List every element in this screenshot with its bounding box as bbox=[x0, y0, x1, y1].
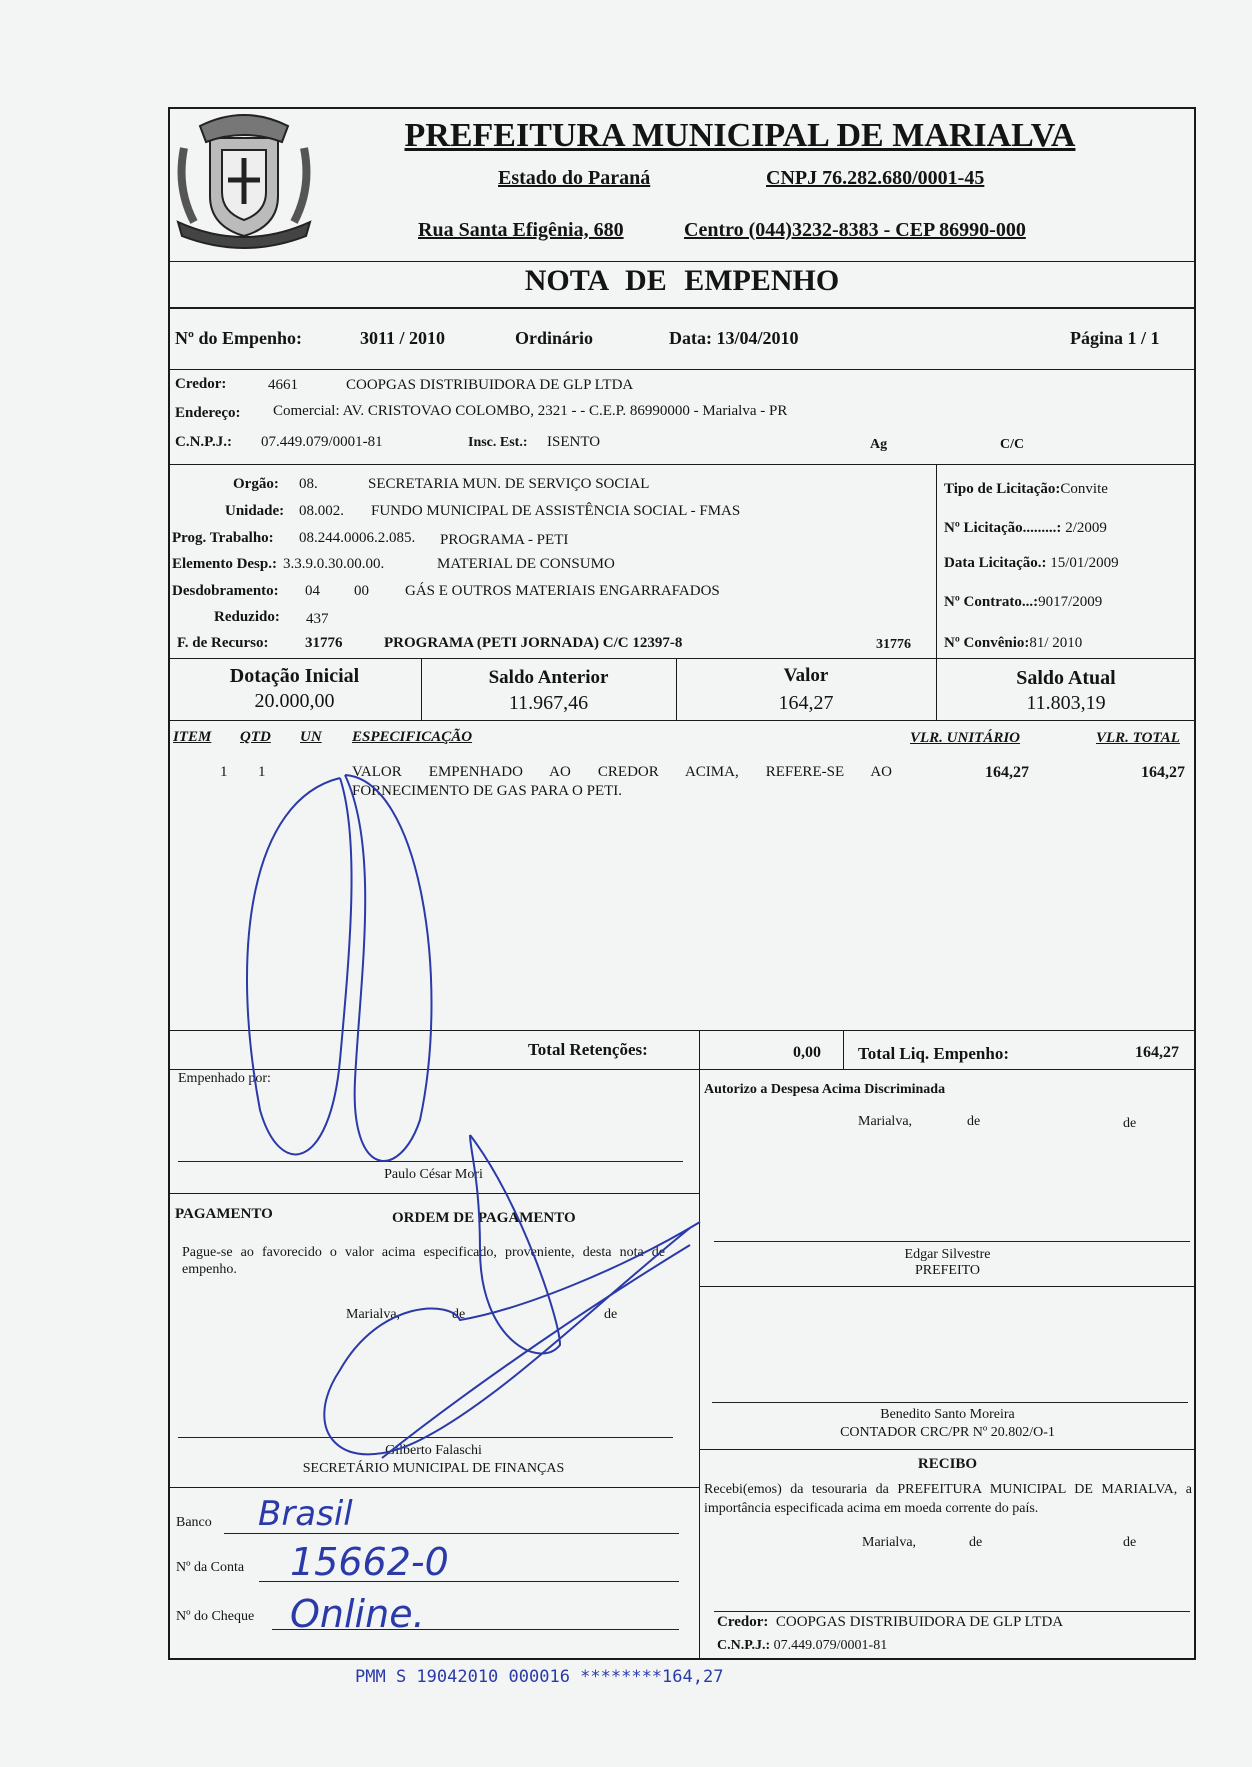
header-title: PREFEITURA MUNICIPAL DE MARIALVA bbox=[404, 117, 1076, 154]
pague-de1: de bbox=[452, 1307, 466, 1322]
licitacao-num: Nº Licitação.........: 2/2009 bbox=[944, 520, 1107, 536]
prefeito-name: Edgar Silvestre bbox=[904, 1247, 991, 1262]
row-desc-1: VALOR EMPENHADO AO CREDOR ACIMA, REFERE-SE AO bbox=[352, 764, 892, 780]
pague-text: Pague-se ao favorecido o valor acima especificado, proveniente, desta nota de empenho. bbox=[182, 1245, 665, 1277]
desd-label: Desdobramento: bbox=[172, 583, 279, 599]
conta-label: Nº da Conta bbox=[176, 1560, 245, 1575]
pague-de2: de bbox=[604, 1307, 618, 1322]
credor-cnpj: 07.449.079/0001-81 bbox=[261, 434, 383, 450]
liq-value: 164,27 bbox=[1135, 1044, 1179, 1061]
row-desc-2: FORNECIMENTO DE GAS PARA O PETI. bbox=[352, 783, 623, 799]
orgao-code: 08. bbox=[299, 476, 318, 492]
autorizo-marialva: Marialva, bbox=[858, 1114, 913, 1129]
dotacao-value: 20.000,00 bbox=[254, 690, 335, 712]
desd-code1: 04 bbox=[305, 583, 320, 599]
financas-name: Gilberto Falaschi bbox=[385, 1443, 482, 1458]
licitacao-convenio: Nº Convênio:81/ 2010 bbox=[944, 635, 1083, 651]
account-label: C/C bbox=[1000, 437, 1025, 452]
page-number: Página 1 / 1 bbox=[1070, 328, 1160, 348]
rec-name: PROGRAMA (PETI JORNADA) C/C 12397-8 bbox=[384, 635, 683, 651]
banco-label: Banco bbox=[176, 1515, 212, 1530]
orgao-name: SECRETARIA MUN. DE SERVIÇO SOCIAL bbox=[368, 476, 650, 492]
desd-code2: 00 bbox=[354, 583, 369, 599]
prog-name: PROGRAMA - PETI bbox=[440, 532, 569, 548]
pagamento-label: PAGAMENTO bbox=[175, 1206, 273, 1222]
credor-ie: ISENTO bbox=[547, 434, 601, 450]
empenhado-label: Empenhado por: bbox=[178, 1071, 271, 1086]
header-cnpj: CNPJ 76.282.680/0001-45 bbox=[766, 167, 985, 189]
cheque-label: Nº do Cheque bbox=[176, 1609, 255, 1624]
prog-code: 08.244.0006.2.085. bbox=[299, 530, 416, 546]
credor-code: 4661 bbox=[268, 377, 298, 393]
autorizo-label: Autorizo a Despesa Acima Discriminada bbox=[704, 1082, 946, 1097]
autorizo-de1: de bbox=[967, 1114, 981, 1129]
row-item: 1 bbox=[220, 764, 228, 780]
row-unit: 164,27 bbox=[985, 764, 1029, 781]
anterior-label: Saldo Anterior bbox=[488, 667, 609, 688]
autorizo-de2: de bbox=[1123, 1116, 1137, 1131]
recibo-marialva: Marialva, bbox=[862, 1535, 917, 1550]
empenho-type: Ordinário bbox=[515, 328, 594, 348]
banco-handwritten: Brasil bbox=[258, 1494, 353, 1534]
unidade-name: FUNDO MUNICIPAL DE ASSISTÊNCIA SOCIAL - FMAS bbox=[371, 503, 741, 519]
red-code: 437 bbox=[306, 611, 329, 627]
credor-label: Credor: bbox=[175, 376, 227, 392]
licitacao-data: Data Licitação.: 15/01/2009 bbox=[944, 555, 1119, 571]
retencoes-label: Total Retenções: bbox=[528, 1040, 648, 1059]
row-qtd: 1 bbox=[258, 764, 266, 780]
cnpj-label: C.N.P.J.: bbox=[175, 434, 232, 450]
rec-label: F. de Recurso: bbox=[177, 635, 269, 651]
empenho-label: Nº do Empenho: bbox=[175, 328, 302, 348]
agency-label: Ag bbox=[870, 437, 888, 452]
document-title: NOTA DE EMPENHO bbox=[524, 264, 840, 297]
col-unit: VLR. UNITÁRIO bbox=[910, 730, 1021, 746]
recibo-de2: de bbox=[1123, 1535, 1137, 1550]
contador-title: CONTADOR CRC/PR Nº 20.802/O-1 bbox=[840, 1425, 1055, 1440]
red-label: Reduzido: bbox=[214, 609, 280, 625]
empenhado-name: Paulo César Mori bbox=[384, 1167, 483, 1182]
licitacao-tipo: Tipo de Licitação:Convite bbox=[944, 481, 1108, 497]
prog-label: Prog. Trabalho: bbox=[172, 530, 274, 546]
ordem-label: ORDEM DE PAGAMENTO bbox=[392, 1210, 576, 1226]
cheque-handwritten: Online. bbox=[290, 1592, 425, 1636]
header-address: Rua Santa Efigênia, 680 bbox=[418, 219, 624, 241]
unidade-code: 08.002. bbox=[299, 503, 344, 519]
rec-code: 31776 bbox=[305, 635, 343, 651]
col-un: UN bbox=[300, 729, 322, 745]
contador-name: Benedito Santo Moreira bbox=[880, 1407, 1015, 1422]
credor-name: COOPGAS DISTRIBUIDORA DE GLP LTDA bbox=[346, 377, 634, 393]
row-total: 164,27 bbox=[1141, 764, 1185, 781]
atual-value: 11.803,19 bbox=[1026, 692, 1106, 714]
col-total: VLR. TOTAL bbox=[1096, 730, 1180, 746]
col-especificacao: ESPECIFICAÇÃO bbox=[352, 729, 473, 745]
recibo-credor: Credor: COOPGAS DISTRIBUIDORA DE GLP LTDA bbox=[717, 1614, 1064, 1630]
credor-address: Comercial: AV. CRISTOVAO COLOMBO, 2321 - - C.E.P. 86990000 - Marialva - PR bbox=[273, 403, 788, 419]
address-label: Endereço: bbox=[175, 405, 241, 421]
prefeito-title: PREFEITO bbox=[914, 1263, 981, 1278]
ie-label: Insc. Est.: bbox=[468, 435, 528, 450]
dotacao-label: Dotação Inicial bbox=[229, 665, 360, 687]
licitacao-contrato: Nº Contrato...:9017/2009 bbox=[944, 594, 1103, 610]
unidade-label: Unidade: bbox=[225, 503, 285, 519]
recibo-de1: de bbox=[969, 1535, 983, 1550]
anterior-value: 11.967,46 bbox=[508, 692, 589, 714]
payment-stamp: PMM S 19042010 000016 ********164,27 bbox=[355, 1667, 724, 1687]
valor-value: 164,27 bbox=[778, 692, 834, 714]
desd-name: GÁS E OUTROS MATERIAIS ENGARRAFADOS bbox=[405, 583, 720, 599]
elem-code: 3.3.9.0.30.00.00. bbox=[283, 556, 385, 572]
col-item: ITEM bbox=[173, 729, 212, 745]
orgao-label: Orgão: bbox=[233, 476, 279, 492]
recibo-title: RECIBO bbox=[917, 1456, 978, 1472]
recibo-cnpj: C.N.P.J.: 07.449.079/0001-81 bbox=[717, 1638, 888, 1653]
conta-handwritten: 15662-0 bbox=[290, 1540, 449, 1584]
recibo-text: Recebi(emos) da tesouraria da PREFEITURA MUNICIPAL DE MARIALVA, a importância especificada acima em moeda corrente do país. bbox=[704, 1482, 1192, 1516]
empenho-date: Data: 13/04/2010 bbox=[669, 328, 799, 348]
header-contact: Centro (044)3232-8383 - CEP 86990-000 bbox=[684, 219, 1026, 241]
pague-marialva: Marialva, bbox=[346, 1307, 401, 1322]
empenho-number: 3011 / 2010 bbox=[360, 328, 446, 348]
financas-title: SECRETÁRIO MUNICIPAL DE FINANÇAS bbox=[302, 1461, 565, 1476]
atual-label: Saldo Atual bbox=[1016, 667, 1116, 689]
col-qtd: QTD bbox=[240, 729, 271, 745]
rec-code2: 31776 bbox=[876, 637, 911, 652]
retencoes-value: 0,00 bbox=[793, 1044, 821, 1061]
header-state: Estado do Paraná bbox=[498, 167, 651, 189]
valor-label: Valor bbox=[783, 665, 829, 686]
elem-name: MATERIAL DE CONSUMO bbox=[437, 556, 615, 572]
elem-label: Elemento Desp.: bbox=[172, 556, 277, 572]
liq-label: Total Liq. Empenho: bbox=[858, 1044, 1009, 1063]
